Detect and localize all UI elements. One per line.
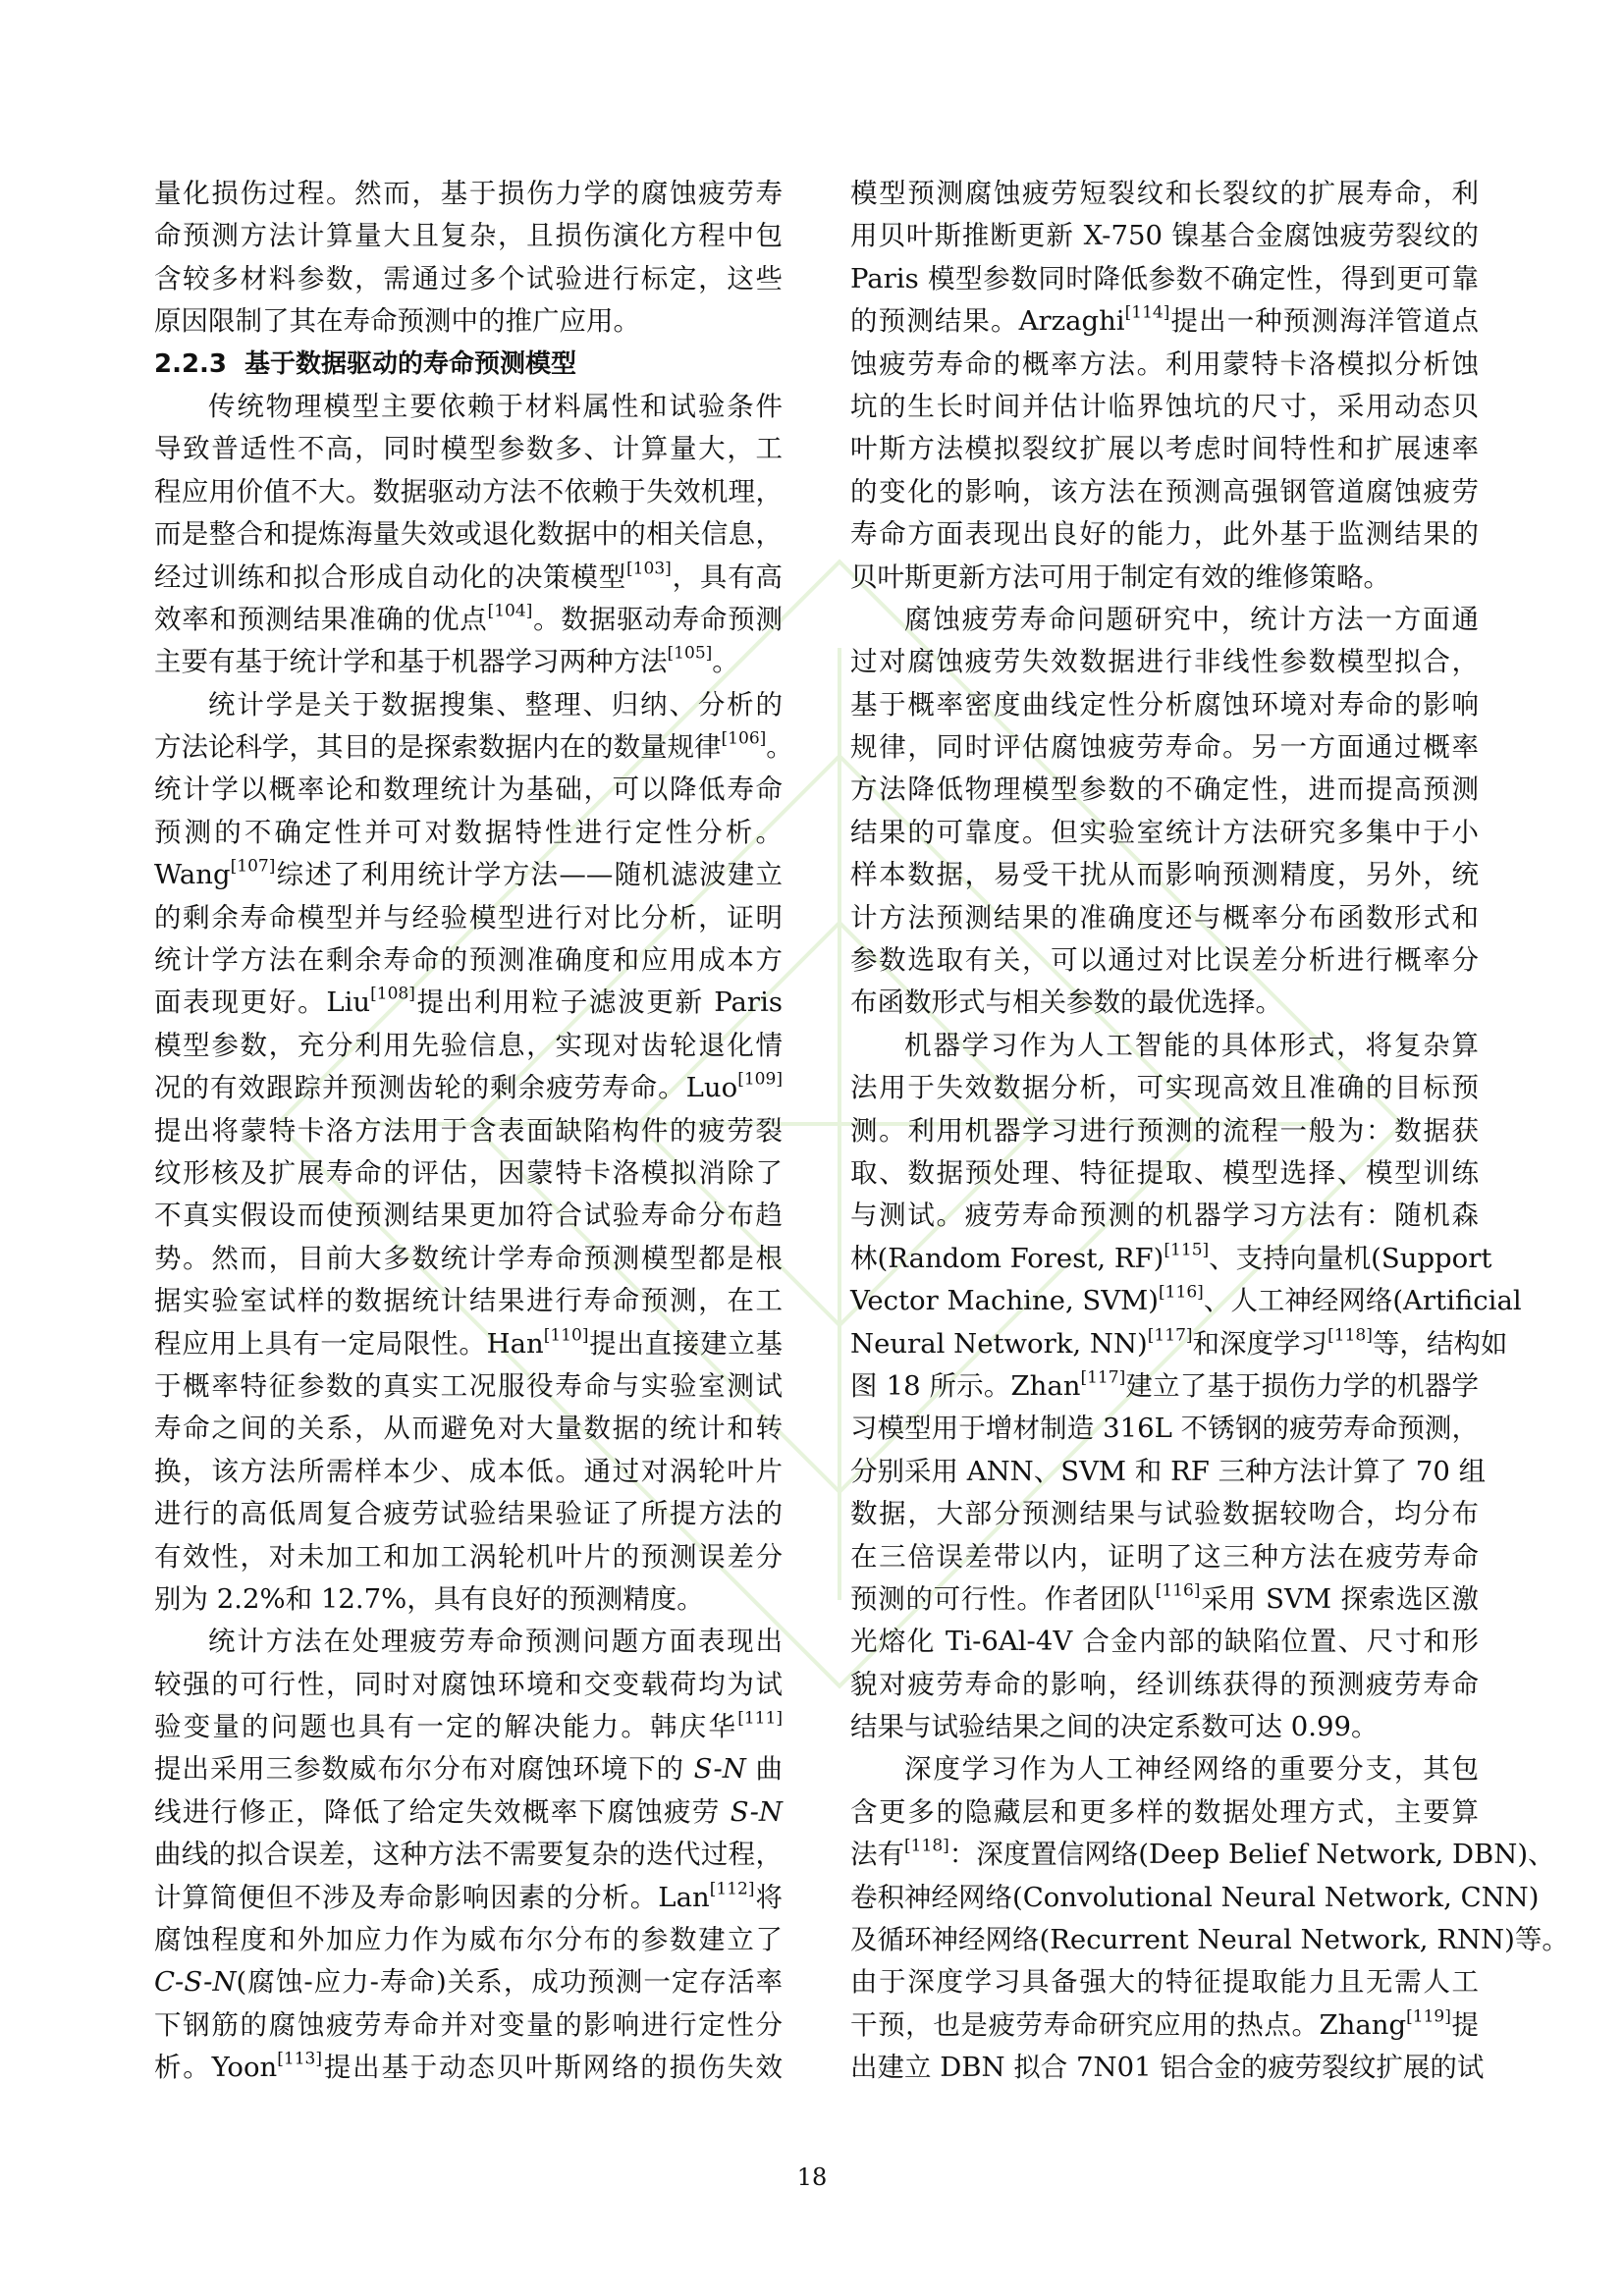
line-text: 由于深度学习具备强大的特征提取能力且无需人工 <box>850 1966 1479 1999</box>
text-line <box>850 897 1479 939</box>
text-line <box>850 939 1479 982</box>
line-text: 腐蚀疲劳寿命问题研究中，统计方法一方面通 <box>904 603 1479 635</box>
text-line <box>154 939 783 982</box>
line-text: 林(Random Forest, RF)[115]、支持向量机(Support <box>850 1240 1492 1274</box>
line-text: 分别采用 ANN、SVM 和 RF 三种方法计算了 70 组 <box>850 1455 1487 1487</box>
left-column <box>154 173 793 2090</box>
line-text: 原因限制了其在寿命预测中的推广应用。 <box>154 305 640 338</box>
text-line <box>154 1493 783 1535</box>
text-line <box>154 1152 783 1195</box>
line-text: 过对腐蚀疲劳失效数据进行非线性参数模型拟合， <box>850 646 1479 678</box>
line-text: 取、数据预处理、特征提取、模型选择、模型训练 <box>850 1156 1479 1189</box>
text-line <box>850 1834 1555 1876</box>
text-line <box>154 769 783 811</box>
text-line <box>850 215 1479 257</box>
line-text: 而是整合和提炼海量失效或退化数据中的相关信息， <box>154 518 783 551</box>
line-text: 结果的可靠度。但实验室统计方法研究多集中于小 <box>850 816 1479 848</box>
text-line <box>850 854 1479 896</box>
text-line <box>154 1195 783 1237</box>
text-line <box>154 173 783 215</box>
text-line <box>154 557 783 599</box>
text-line <box>850 1919 1569 1961</box>
line-text: Wang[107]综述了利用统计学方法——随机滤波建立 <box>154 856 783 891</box>
section-title: 基于数据驱动的寿命预测模型 <box>244 348 577 379</box>
line-text: 测。利用机器学习进行预测的流程一般为：数据获 <box>850 1114 1479 1147</box>
text-line <box>154 684 783 726</box>
line-text: 纹形核及扩展寿命的评估，因蒙特卡洛模拟消除了 <box>154 1156 783 1189</box>
line-text: 寿命之间的关系，从而避免对大量数据的统计和转 <box>154 1413 783 1445</box>
line-text: 模型预测腐蚀疲劳短裂纹和长裂纹的扩展寿命，利 <box>850 178 1479 209</box>
line-text: 别为 2.2%和 12.7%，具有良好的预测精度。 <box>154 1582 704 1615</box>
text-line <box>850 1152 1479 1195</box>
text-line <box>154 471 783 513</box>
text-line <box>154 1706 783 1748</box>
line-text: 的预测结果。Arzaghi[114]提出一种预测海洋管道点 <box>850 302 1480 338</box>
line-text: 面表现更好。Liu[108]提出利用粒子滤波更新 Paris <box>154 985 783 1019</box>
text-line <box>154 1408 783 1450</box>
text-line <box>154 897 783 939</box>
line-text: 深度学习作为人工神经网络的重要分支，其包 <box>904 1753 1479 1786</box>
text-line <box>154 1578 783 1621</box>
line-text: 经过训练和拟合形成自动化的决策模型[103]，具有高 <box>154 559 784 593</box>
line-text: 量化损伤过程。然而，基于损伤力学的腐蚀疲劳寿 <box>154 178 783 209</box>
text-line <box>850 641 1479 683</box>
text-line <box>154 1748 783 1790</box>
text-line <box>850 386 1479 428</box>
text-line <box>850 1961 1479 2003</box>
text-line <box>850 300 1479 343</box>
line-text: 提出采用三参数威布尔分布对腐蚀环境下的 S-N 曲 <box>154 1753 783 1786</box>
line-text: 势。然而，目前大多数统计学寿命预测模型都是根 <box>154 1242 783 1274</box>
text-line <box>850 1195 1479 1237</box>
line-text: 主要有基于统计学和基于机器学习两种方法[105]。 <box>154 644 739 678</box>
line-text: 于概率特征参数的真实工况服役寿命与实验室测试 <box>154 1369 783 1402</box>
text-line <box>154 2004 783 2047</box>
text-line <box>850 428 1479 470</box>
line-text: 的变化的影响，该方法在预测高强钢管道腐蚀疲劳 <box>850 475 1479 507</box>
text-line <box>850 1791 1479 1834</box>
line-text: 据实验室试样的数据统计结果进行寿命预测，在工 <box>154 1285 783 1317</box>
line-text: 不真实假设而使预测结果更加符合试验寿命分布趋 <box>154 1200 783 1232</box>
text-line <box>850 1323 1508 1365</box>
text-line <box>154 258 783 300</box>
text-line <box>850 1365 1479 1408</box>
text-line <box>154 1877 783 1919</box>
text-line <box>154 428 783 470</box>
text-line <box>154 1025 783 1067</box>
section-heading <box>154 344 783 386</box>
line-text: 数据，大部分预测结果与试验数据较吻合，均分布 <box>850 1498 1479 1530</box>
line-text: 方法论科学，其目的是探索数据内在的数量规律[106]。 <box>154 728 793 764</box>
line-text: Neural Network, NN)[117]和深度学习[118]等，结构如 <box>850 1325 1508 1360</box>
text-line <box>154 1451 783 1493</box>
line-text: 计算简便但不涉及寿命影响因素的分析。Lan[112]将 <box>154 1879 784 1913</box>
line-text: 预测的可行性。作者团队[116]采用 SVM 探索选区激 <box>850 1580 1479 1615</box>
line-text: 方法降低物理模型参数的不确定性，进而提高预测 <box>850 774 1479 806</box>
text-line <box>850 684 1479 726</box>
line-text: 蚀疲劳寿命的概率方法。利用蒙特卡洛模拟分析蚀 <box>850 347 1479 380</box>
line-text: 腐蚀程度和外加应力作为威布尔分布的参数建立了 <box>154 1924 783 1956</box>
text-line <box>154 1664 783 1706</box>
line-text: 的剩余寿命模型并与经验模型进行对比分析，证明 <box>154 901 783 934</box>
text-line <box>154 854 783 896</box>
text-line <box>154 215 783 257</box>
text-line <box>850 982 1479 1024</box>
line-text: 在三倍误差带以内，证明了这三种方法在疲劳寿命 <box>850 1540 1479 1573</box>
text-line <box>154 599 783 641</box>
text-line <box>850 1280 1522 1322</box>
text-line <box>850 1493 1479 1535</box>
line-text: 进行的高低周复合疲劳试验结果验证了所提方法的 <box>154 1498 783 1530</box>
line-text: 样本数据，易受干扰从而影响预测精度，另外，统 <box>850 859 1479 891</box>
text-line <box>850 557 1479 599</box>
text-line <box>850 1408 1479 1450</box>
line-text: 统计学是关于数据搜集、整理、归纳、分析的 <box>208 688 783 721</box>
line-text: Paris 模型参数同时降低参数不确定性，得到更可靠 <box>850 262 1479 294</box>
text-line <box>154 300 783 343</box>
line-text: 计方法预测结果的准确度还与概率分布函数形式和 <box>850 901 1479 934</box>
text-line <box>850 1706 1479 1748</box>
line-text: 程应用上具有一定局限性。Han[110]提出直接建立基 <box>154 1325 783 1360</box>
text-line <box>850 1451 1487 1493</box>
line-text: 况的有效跟踪并预测齿轮的剩余疲劳寿命。Luo[109] <box>154 1069 783 1104</box>
text-line <box>154 1621 783 1663</box>
line-text: 坑的生长时间并估计临界蚀坑的尺寸，采用动态贝 <box>850 390 1479 422</box>
line-text: 统计学以概率论和数理统计为基础，可以降低寿命 <box>154 774 783 806</box>
line-text: 验变量的问题也具有一定的解决能力。韩庆华[111] <box>154 1708 783 1743</box>
text-line <box>850 1664 1479 1706</box>
line-text: 参数选取有关，可以通过对比误差分析进行概率分 <box>850 944 1479 977</box>
text-line <box>850 1877 1540 1919</box>
line-text: 含更多的隐藏层和更多样的数据处理方式，主要算 <box>850 1795 1479 1828</box>
text-line <box>154 1365 783 1408</box>
text-line <box>850 1578 1479 1621</box>
line-text: 光熔化 Ti-6Al-4V 合金内部的缺陷位置、尺寸和形 <box>850 1626 1479 1658</box>
page-number: 18 <box>796 2163 828 2191</box>
line-text: 程应用价值不大。数据驱动方法不依赖于失效机理， <box>154 475 783 507</box>
line-text: 布函数形式与相关参数的最优选择。 <box>850 987 1282 1019</box>
text-line <box>850 812 1479 854</box>
text-line <box>154 1536 783 1578</box>
line-text: 叶斯方法模拟裂纹扩展以考虑时间特性和扩展速率 <box>850 433 1479 465</box>
text-line <box>154 1238 783 1280</box>
line-text: 效率和预测结果准确的优点[104]。数据驱动寿命预测 <box>154 601 784 635</box>
text-line <box>154 1834 783 1876</box>
line-text: C-S-N(腐蚀-应力-寿命)关系，成功预测一定存活率 <box>154 1966 783 1999</box>
text-line <box>850 1748 1479 1790</box>
text-line <box>850 769 1479 811</box>
line-text: 统计学方法在剩余寿命的预测准确度和应用成本方 <box>154 944 783 977</box>
line-text: 用贝叶斯推断更新 X-750 镍基合金腐蚀疲劳裂纹的 <box>850 220 1479 252</box>
line-text: 模型参数，充分利用先验信息，实现对齿轮退化情 <box>154 1029 783 1061</box>
line-text: 基于概率密度曲线定性分析腐蚀环境对寿命的影响 <box>850 688 1479 721</box>
line-text: 导致普适性不高，同时模型参数多、计算量大，工 <box>154 433 783 465</box>
line-text: 法用于失效数据分析，可实现高效且准确的目标预 <box>850 1072 1479 1104</box>
line-text: 出建立 DBN 拟合 7N01 铝合金的疲劳裂纹扩展的试 <box>850 2052 1485 2084</box>
line-text: 习模型用于增材制造 316L 不锈钢的疲劳寿命预测， <box>850 1413 1479 1445</box>
line-text: 统计方法在处理疲劳寿命预测问题方面表现出 <box>208 1626 783 1658</box>
line-text: 析。Yoon[113]提出基于动态贝叶斯网络的损伤失效 <box>154 2049 784 2084</box>
text-line <box>850 2047 1485 2089</box>
line-text: 与测试。疲劳寿命预测的机器学习方法有：随机森 <box>850 1200 1479 1232</box>
text-line <box>154 1919 783 1961</box>
text-line <box>154 1961 783 2003</box>
text-line <box>154 1067 783 1109</box>
text-line <box>850 1067 1479 1109</box>
line-text: 图 18 所示。Zhan[117]建立了基于损伤力学的机器学 <box>850 1367 1480 1402</box>
text-line <box>850 599 1479 641</box>
text-line <box>154 1791 783 1834</box>
text-line <box>850 1110 1479 1152</box>
line-text: 规律，同时评估腐蚀疲劳寿命。另一方面通过概率 <box>850 731 1479 764</box>
line-text: 干预，也是疲劳寿命研究应用的热点。Zhang[119]提 <box>850 2006 1479 2041</box>
line-text: 结果与试验结果之间的决定系数可达 0.99。 <box>850 1711 1379 1743</box>
line-text: 曲线的拟合误差，这种方法不需要复杂的迭代过程， <box>154 1839 783 1871</box>
text-line <box>850 173 1479 215</box>
line-text: 含较多材料参数，需通过多个试验进行标定，这些 <box>154 262 783 294</box>
line-text: 传统物理模型主要依赖于材料属性和试验条件 <box>208 390 783 422</box>
text-line <box>850 1025 1479 1067</box>
text-line <box>154 982 783 1024</box>
text-line <box>850 1536 1479 1578</box>
line-text: 寿命方面表现出良好的能力，此外基于监测结果的 <box>850 518 1479 551</box>
text-line <box>154 1280 783 1322</box>
text-line <box>850 726 1479 769</box>
line-text: 换，该方法所需样本少、成本低。通过对涡轮叶片 <box>154 1455 783 1487</box>
line-text: 下钢筋的腐蚀疲劳寿命并对变量的影响进行定性分 <box>154 2008 783 2041</box>
line-text: 机器学习作为人工智能的具体形式，将复杂算 <box>904 1029 1479 1061</box>
line-text: 法有[118]：深度置信网络(Deep Belief Network, DBN)、 <box>850 1836 1555 1871</box>
line-text: 卷积神经网络(Convolutional Neural Network, CNN) <box>850 1881 1540 1913</box>
text-line <box>154 386 783 428</box>
text-line <box>850 1238 1492 1280</box>
line-text: 命预测方法计算量大且复杂，且损伤演化方程中包 <box>154 220 783 252</box>
line-text: 线进行修正，降低了给定失效概率下腐蚀疲劳 S-N <box>154 1795 783 1828</box>
line-text: 及循环神经网络(Recurrent Neural Network, RNN)等。 <box>850 1924 1569 1956</box>
text-line <box>850 513 1479 556</box>
text-line <box>850 344 1479 386</box>
line-text: 贝叶斯更新方法可用于制定有效的维修策略。 <box>850 561 1390 593</box>
line-text: Vector Machine, SVM)[116]、人工神经网络(Artificial <box>850 1282 1522 1317</box>
text-line <box>850 1621 1479 1663</box>
text-line <box>154 1323 783 1365</box>
text-line <box>850 2004 1479 2047</box>
right-column <box>850 173 1569 2090</box>
text-line <box>154 812 783 854</box>
line-text: 有效性，对未加工和加工涡轮机叶片的预测误差分 <box>154 1540 783 1573</box>
text-line <box>154 2047 783 2089</box>
line-text: 提出将蒙特卡洛方法用于含表面缺陷构件的疲劳裂 <box>154 1114 783 1147</box>
text-line <box>154 1110 783 1152</box>
text-line <box>850 471 1479 513</box>
text-line <box>154 726 793 769</box>
text-line <box>154 641 783 683</box>
line-text: 预测的不确定性并可对数据特性进行定性分析。 <box>154 816 783 848</box>
line-text: 较强的可行性，同时对腐蚀环境和交变载荷均为试 <box>154 1668 783 1700</box>
text-line <box>154 513 783 556</box>
text-line <box>850 258 1479 300</box>
line-text: 貌对疲劳寿命的影响，经训练获得的预测疲劳寿命 <box>850 1668 1479 1700</box>
section-number: 2.2.3 <box>154 348 228 379</box>
